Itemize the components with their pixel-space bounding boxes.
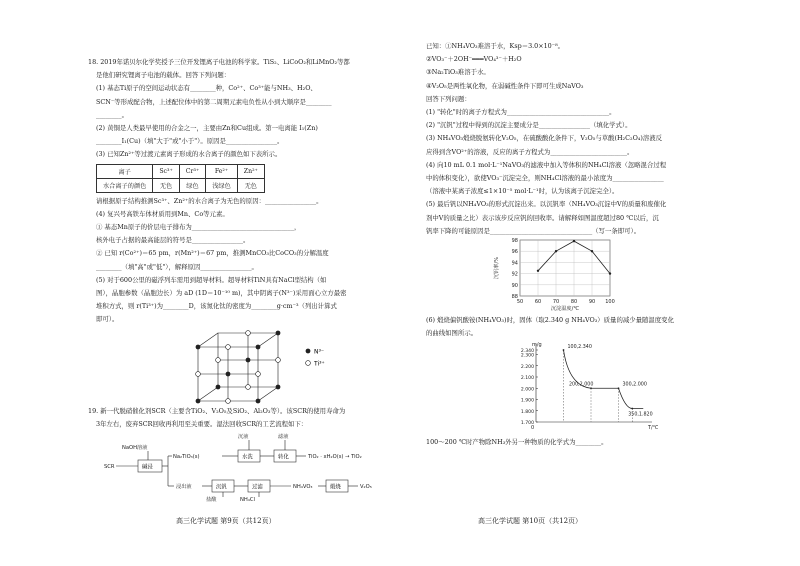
flow-label-tio2-chain: TiO₂ · xH₂O(s) → TiO₂ xyxy=(308,454,362,461)
data-point xyxy=(618,388,620,390)
y-tick-label: 2.340 xyxy=(520,349,534,355)
data-point xyxy=(590,388,592,390)
table-cell: 无色 xyxy=(153,178,179,192)
text-line: ① 基态Mn原子的价层电子排布为________________________________， xyxy=(96,223,301,232)
table-cell: Cr³⁺ xyxy=(179,164,205,178)
text-line: (3) 已知Zn²⁺等过渡元素离子形成的水合离子的颜色如下表所示。 xyxy=(96,150,282,159)
text-line: ________。 xyxy=(96,110,128,119)
y-tick-label: 88 xyxy=(511,294,518,301)
page-footer-left: 高三化学试题 第9页（共12页） xyxy=(176,517,276,525)
text-line: 即可）。 xyxy=(96,315,119,324)
y-tick-label: 1.900 xyxy=(520,398,534,404)
q6-final-line: 100～200 ℃时产物除NH₃外另一种物质的化学式为________。 xyxy=(426,438,608,447)
table-cell: Zn²⁺ xyxy=(237,164,264,178)
table-cell: 离子 xyxy=(97,164,153,178)
y-tick-label: 96 xyxy=(511,249,518,256)
flow-label-nh4vo3: NH₄VO₃ xyxy=(293,484,313,491)
text-line: (4) 复兴号高铁车体材质用到Mn、Co等元素。 xyxy=(96,209,229,218)
flow-box-filter-label: 过滤 xyxy=(252,484,263,491)
table-cell: 水合离子的颜色 xyxy=(97,178,153,192)
text-line: 应得到含VO²⁺的溶液，反应的离子方程式为________________________。 xyxy=(426,147,634,156)
x-tick-label: 100 xyxy=(605,299,615,306)
data-point xyxy=(631,408,633,410)
y-tick-label: 2.000 xyxy=(520,387,534,393)
flow-box-precip-label: 沉钒 xyxy=(216,484,227,491)
plot-frame xyxy=(520,240,610,296)
table-cell: 浅绿色 xyxy=(206,178,238,192)
data-point xyxy=(609,272,611,274)
mass-curve xyxy=(564,350,644,409)
point-annotation: 200,2.000 xyxy=(569,382,594,388)
y-tick-label: 94 xyxy=(511,260,518,267)
y-tick-label: 92 xyxy=(511,271,518,278)
right-page xyxy=(400,0,800,566)
text-line: (5) 最后钒以NH₄VO₃的形式沉淀出来。以沉钒率（NH₄VO₃沉淀中V的质量和废催化 xyxy=(426,200,667,209)
question-18-continued xyxy=(88,195,384,327)
flow-box-alkali-label: 碱浸 xyxy=(142,464,153,471)
point-annotation: 300,2.000 xyxy=(622,382,647,388)
origin-label: 0 xyxy=(531,425,535,432)
y-tick-label: 2.200 xyxy=(520,365,534,371)
text-line: 剂中V的质量之比）表示该步反应钒的回收率。请解释如图温度超过80 ℃以后，沉 xyxy=(426,213,659,222)
x-tick-label: 60 xyxy=(534,299,542,306)
mass-temperature-chart xyxy=(506,340,666,436)
text-line: ④V₂O₅是两性氧化物，在弱碱性条件下即可生成NaVO₃ xyxy=(426,81,584,90)
ti-ions xyxy=(196,330,281,403)
text-line: 18. 2019年诺贝尔化学奖授予三位开发锂离子电池的科学家。TiS₂、LiCoO₂和LiMnO₂等都 xyxy=(88,58,350,66)
flow-label-acid: 盐酸 xyxy=(206,497,217,504)
text-line: ②VO₃⁻＋2OH⁻═══VO₄³⁻＋H₂O xyxy=(426,55,522,64)
text-line: ________（填"高"或"低"），解释原因________________。 xyxy=(96,262,258,271)
data-point xyxy=(591,250,593,252)
legend-n-marker xyxy=(306,348,311,353)
text-line: SCN⁻等形成配合物，上述配位体中的第二周期元素电负性从小到大顺序是________ xyxy=(96,97,332,106)
text-line: ② 已知 r(Co²⁺)＝65 pm，r(Mn²⁺)＝67 pm，推测MnCO₃比CoCO₃的分解温度 xyxy=(96,249,329,258)
process-flow-diagram xyxy=(98,431,398,503)
text-line: ③Na₂TiO₃难溶于水。 xyxy=(426,68,490,77)
text-line: 已知：①NH₄VO₃难溶于水，Ksp＝3.0×10⁻⁸。 xyxy=(426,42,565,50)
flow-box-convert-label: 转化 xyxy=(278,454,289,461)
table-cell: 绿色 xyxy=(179,178,205,192)
text-line: (5) 对于600公里的磁浮列车需用到超导材料。超导材料TiN具有NaCl型结构（如 xyxy=(96,275,327,284)
flow-box-wash-label: 水洗 xyxy=(242,454,253,461)
y-axis-label: 沉钒率/% xyxy=(494,256,500,280)
text-line: (3) NH₄VO₃煅烧脱氨转化V₂O₅，在硫酸酸化条件下，V₂O₅与草酸(H₂C₂O₄)溶液反 xyxy=(426,134,663,143)
flow-box-calcine-label: 煅烧 xyxy=(330,484,341,491)
question-19-text xyxy=(426,40,772,238)
text-line: (4) 向10 mL 0.1 mol·L⁻¹NaVO₃的滤液中加入等体积的NH₄Cl溶液（忽略混合过程 xyxy=(426,160,667,169)
x-tick-label: 70 xyxy=(552,299,560,306)
x-tick-label: 80 xyxy=(570,299,578,306)
page-footer-right: 高三化学试题 第10页（共12页） xyxy=(478,517,583,525)
unit-cell-frame xyxy=(198,333,278,401)
question-19 xyxy=(88,405,384,431)
y-tick-label: 98 xyxy=(511,238,518,245)
y-tick-label: 1.700 xyxy=(520,421,534,427)
table-cell: Fe²⁺ xyxy=(206,164,238,178)
flow-label-leachate: 浸出液 xyxy=(176,484,192,491)
data-point xyxy=(555,250,557,252)
text-line: (1) 基态Ti原子的空间运动状态有________种，Co²⁺、Co³⁺能与NH₃、H₂O、 xyxy=(96,84,317,93)
data-point xyxy=(537,270,539,272)
legend-n-label: N³⁻ xyxy=(314,348,325,356)
flow-label-scr: SCR xyxy=(104,464,115,471)
text-line: ________I₁(Cu)（填"大于"或"小于"）。原因是________________。 xyxy=(96,137,284,146)
table-cell: 无色 xyxy=(237,178,264,192)
x-axis-label: T/℃ xyxy=(648,425,659,432)
x-tick-label: 50 xyxy=(516,299,524,306)
y-tick-label: 1.800 xyxy=(520,410,534,416)
n-ions xyxy=(196,330,281,403)
flow-label-v2o5: V₂O₅ xyxy=(360,484,372,491)
text-line: 的曲线如图所示。 xyxy=(426,329,478,338)
data-point xyxy=(573,240,575,242)
text-line: (2) "沉钒"过程中得到的沉淀主要成分是________________（填化学式）。 xyxy=(426,121,632,130)
flow-label-precipitate: 沉液 xyxy=(238,434,249,441)
legend-ti-label: Ti³⁺ xyxy=(314,360,325,368)
x-tick-label: 90 xyxy=(588,299,596,306)
legend-ti-marker xyxy=(306,360,311,365)
y-axis-label: m/g xyxy=(532,342,542,349)
table-row xyxy=(97,178,265,192)
precipitation-rate-chart xyxy=(490,234,650,314)
flow-label-na2tio3: Na₂TiO₃(s) xyxy=(173,454,200,461)
text-line: 请根据原子结构推测Sc³⁺、Zn²⁺的水合离子为无色的原因：________________。 xyxy=(96,196,323,205)
text-line: 核外电子占据的最高能层的符号是________________。 xyxy=(96,236,250,245)
text-line: 图），晶胞参数（晶胞边长）为 aD (1D＝10⁻¹⁰ m)，其中阴离子(N³⁻)采用面心立方最密 xyxy=(96,289,347,298)
text-line: 19. 新一代脱硝催化剂SCR（主要含TiO₂、V₂O₅及SiO₂、Al₂O₃等）。该SCR的使用寿命为 xyxy=(88,406,346,415)
text-line: （溶液中某离子浓度≤1×10⁻⁵ mol·L⁻¹时，认为该离子沉淀完全）。 xyxy=(426,187,619,196)
flow-label-filtrate: 滤液 xyxy=(278,434,289,441)
text-line: 回答下列问题： xyxy=(426,94,471,103)
question-18 xyxy=(88,56,384,162)
text-line: 堆积方式，则 r(Ti³⁺)为________D，该氮化钛的密度为________g·cm⁻³（列出计算式 xyxy=(96,302,337,311)
table-cell: Sc³⁺ xyxy=(153,164,179,178)
y-tick-label: 2.300 xyxy=(520,353,534,359)
text-line: 是他们研究锂离子电池的载体。回答下列问题： xyxy=(96,71,231,80)
table-header-row xyxy=(97,164,265,178)
text-line: (1) "转化"时的离子方程式为________________________________。 xyxy=(426,108,616,117)
y-tick-label: 90 xyxy=(511,282,518,289)
point-annotation: 100,2.340 xyxy=(567,345,592,351)
flow-label-naoh: NaOH溶液 xyxy=(122,445,148,452)
y-tick-label: 2.100 xyxy=(520,376,534,382)
ion-color-table xyxy=(96,164,265,193)
text-line: (6) 煅烧偏钒酸铵(NH₄VO₃)时，固体（取2.340 g NH₄VO₃）质量的减少量随温度变化 xyxy=(426,316,674,325)
x-axis-label: 沉淀温度/℃ xyxy=(550,306,580,313)
text-line: 中的体积变化），欲使VO₃⁻沉淀完全，则NH₄Cl溶液的最小浓度为________________ xyxy=(426,174,664,183)
text-line: (2) 黄铜是人类最早使用的合金之一，主要由Zn和Cu组成。第一电离能 I₁(Zn) xyxy=(96,124,318,133)
point-annotation: 350,1.820 xyxy=(628,412,653,418)
text-line: 钒率下降的可能原因是________________________________（写一条即可）。 xyxy=(426,226,641,235)
flow-label-nh4cl: NH₄Cl xyxy=(240,497,255,504)
data-point xyxy=(563,350,565,352)
text-line: 3年左右，废弃SCR回收再利用至关重要。湿法回收SCR的工艺流程如下： xyxy=(96,419,308,428)
question-19-part-6 xyxy=(426,314,772,340)
